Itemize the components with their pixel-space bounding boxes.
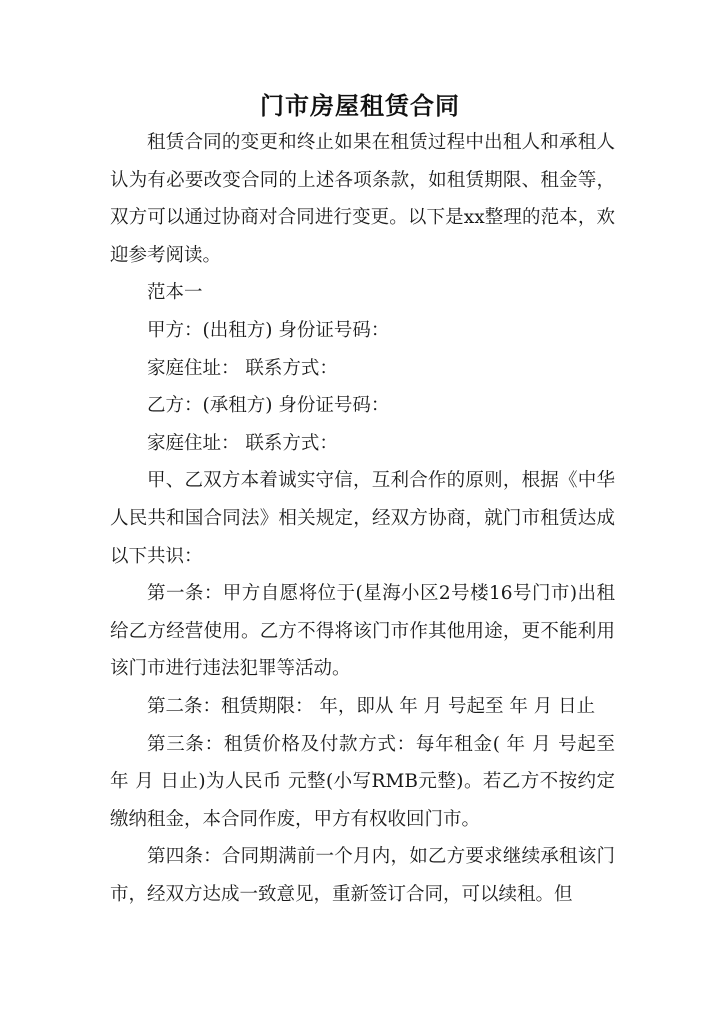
party-a-address-line: 家庭住址： 联系方式：	[147, 357, 338, 379]
intro-paragraph: 租赁合同的变更和终止如果在租赁过程中出租人和承租人认为有必要改变合同的上述各项条款，如租赁期限、租金等，双方可以通过协商对合同进行变更。以下是xx整理的范本，欢迎参考阅读。	[110, 132, 615, 266]
template-heading: 范本一	[147, 282, 203, 304]
preamble-paragraph: 甲、乙双方本着诚实守信，互利合作的原则，根据《中华人民共和国合同法》相关规定，经双方协商，就门市租赁达成以下共识：	[110, 470, 615, 567]
document-title: 门市房屋租赁合同	[260, 91, 460, 120]
party-b-address-line: 家庭住址： 联系方式：	[147, 432, 338, 454]
document-body	[110, 124, 615, 913]
article-4: 第四条：合同期满前一个月内，如乙方要求继续承租该门市，经双方达成一致意见，重新签订合同，可以续租。但	[110, 846, 615, 905]
party-b-line: 乙方：(承租方) 身份证号码：	[147, 395, 390, 417]
article-3: 第三条：租赁价格及付款方式：每年租金( 年 月 号起至 年 月 日止)为人民币 元整(小写RMB元整)。若乙方不按约定缴纳租金，本合同作废，甲方有权收回门市。	[110, 733, 615, 830]
article-1: 第一条：甲方自愿将位于(星海小区2号楼16号门市)出租给乙方经营使用。乙方不得将该门市作其他用途，更不能利用该门市进行违法犯罪等活动。	[110, 583, 615, 680]
article-2: 第二条：租赁期限： 年，即从 年 月 号起至 年 月 日止	[147, 695, 596, 717]
party-a-line: 甲方：(出租方) 身份证号码：	[147, 319, 390, 341]
